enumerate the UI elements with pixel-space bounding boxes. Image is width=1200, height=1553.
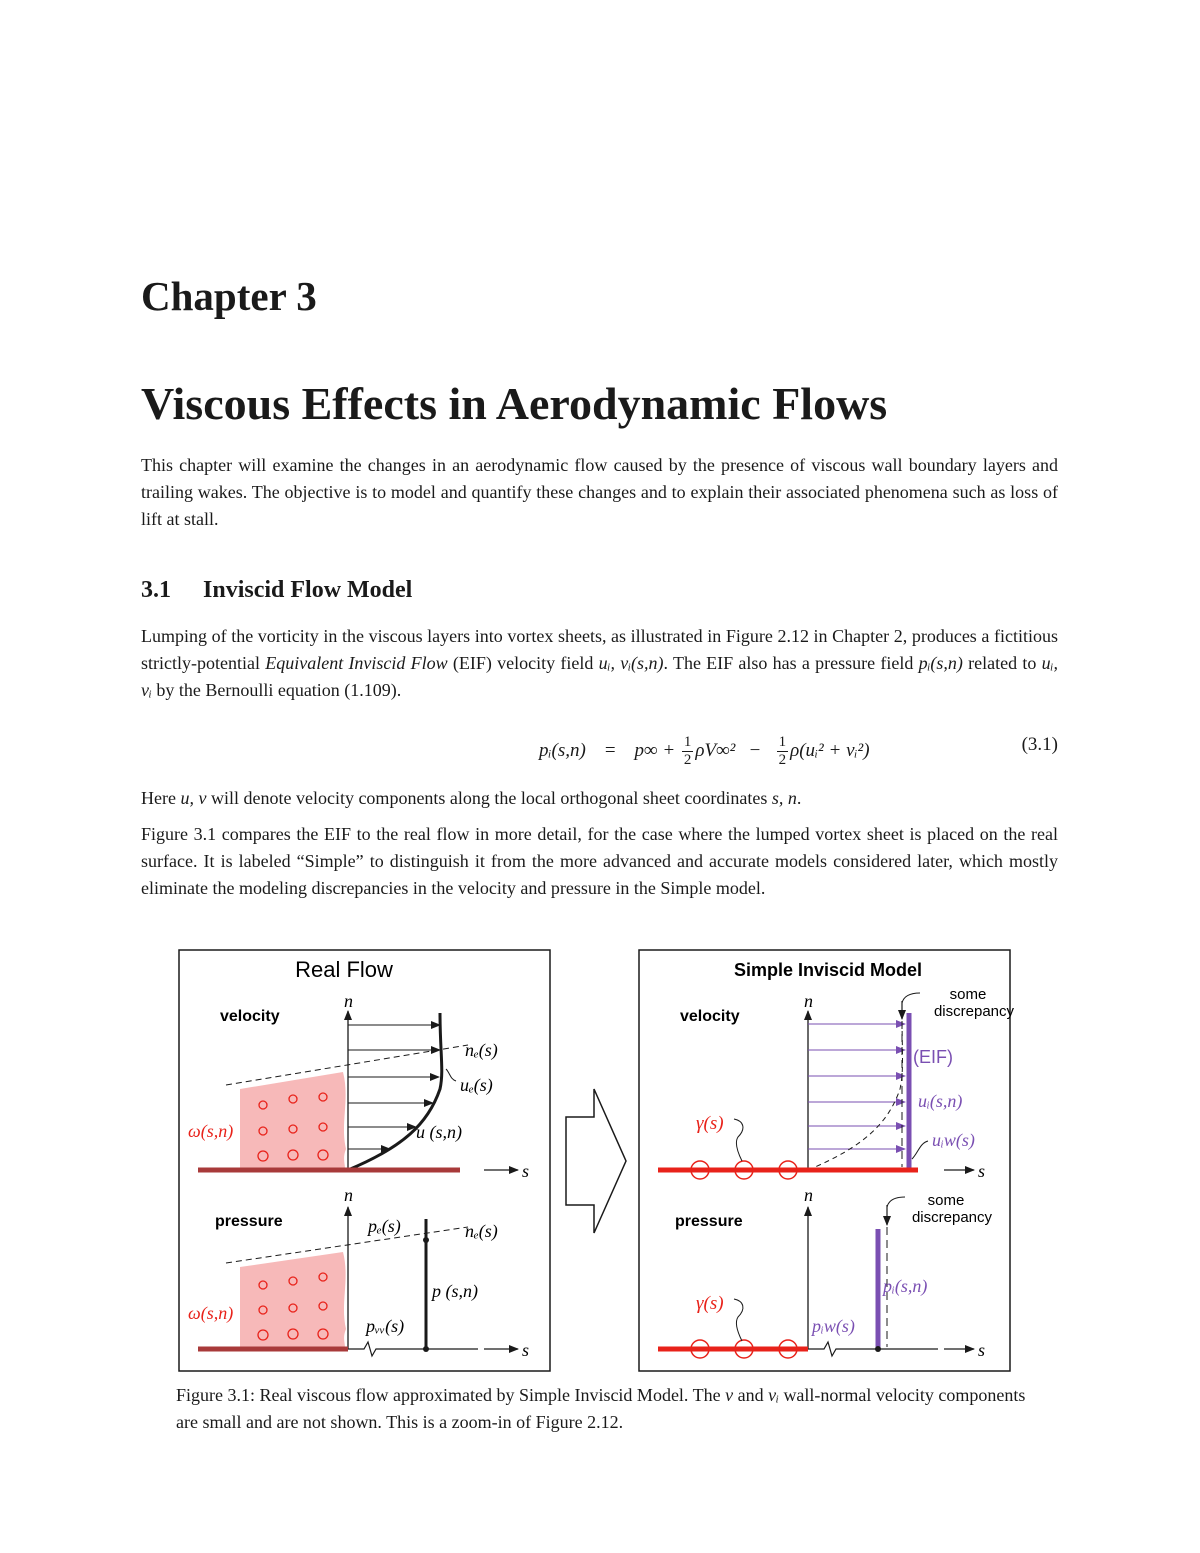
svg-text:n: n (804, 1185, 813, 1205)
eif-term: Equivalent Inviscid Flow (265, 653, 448, 673)
right-pressure-label: pressure (675, 1213, 743, 1230)
svg-text:n: n (804, 991, 813, 1011)
right-panel-title: Simple Inviscid Model (733, 960, 923, 980)
left-p-label: p (s,n) (432, 1281, 478, 1301)
left-pressure-label: pressure (215, 1213, 283, 1230)
transform-arrow (566, 1089, 626, 1233)
svg-text:s: s (978, 1340, 986, 1360)
figure-caption: Figure 3.1: Real viscous flow approximated by Simple Inviscid Model. The v and vᵢ wall-normal velocity components are small and are not shown. This is a zoom-in of Figure 2.12. (176, 1385, 1026, 1432)
left-panel-title: Real Flow (295, 957, 393, 982)
math-ui-vi: uᵢ, vᵢ(s,n) (598, 653, 664, 673)
paragraph-figure-ref: Figure 3.1 compares the EIF to the real flow in more detail, for the case where the lumped vortex sheet is placed on the real surface. It is labeled “Simple” to distinguish it from the more advanced and accurate models considered later, which mostly eliminate the modeling discrepancies in the velocity and pressure in the Simple model. (141, 824, 1058, 898)
math-ui-vi-2: uᵢ, vᵢ (141, 653, 1058, 700)
svg-text:s: s (522, 1340, 530, 1360)
svg-text:γ(s): γ(s) (696, 1293, 724, 1314)
right-gamma-label: γ(s) (696, 1113, 724, 1134)
math-pi: pᵢ(s,n) (918, 653, 963, 673)
left-ue-label: uₑ(s) (460, 1075, 493, 1095)
right-discrepancy-top-1: some (949, 986, 987, 1003)
paragraph-eif: Lumping of the vorticity in the viscous layers into vortex sheets, as illustrated in Figure 2.12 in Chapter 2, produces a fictitious strictly-potential Equivalent Inviscid Flow (EIF) velocity field uᵢ, vᵢ(s,n). The EIF also has a pressure field pᵢ(s,n) related to uᵢ, vᵢ by the Bernoulli equation (1.109). (141, 626, 1058, 700)
left-bl-region (240, 1072, 346, 1170)
right-piw-label: pᵢw(s) (812, 1316, 855, 1336)
right-eif-label: (EIF) (913, 1047, 953, 1067)
right-ui-label: uᵢ(s,n) (918, 1091, 963, 1111)
svg-text:ω(s,n): ω(s,n) (188, 1303, 234, 1323)
left-omega-label: ω(s,n) (188, 1121, 234, 1141)
section-heading (141, 578, 412, 602)
right-uiw-label: uᵢw(s) (932, 1130, 975, 1150)
svg-text:nₑ(s): nₑ(s) (465, 1221, 498, 1241)
left-n-label: n (344, 991, 353, 1011)
left-edge-line (226, 1045, 468, 1085)
right-velocity-label: velocity (680, 1008, 740, 1025)
figure-3-1 (178, 949, 1024, 1374)
left-u-label: u (s,n) (416, 1122, 462, 1142)
svg-text:n: n (344, 1185, 353, 1205)
section-title: Inviscid Flow Model (203, 577, 413, 603)
figure-diagram (178, 949, 1024, 1374)
right-discrepancy-bottom-2: discrepancy (911, 1209, 993, 1226)
chapter-label: Chapter 3 (141, 273, 317, 319)
svg-text:s: s (522, 1161, 530, 1181)
section-number: 3.1 (141, 577, 171, 603)
left-velocity-profile (348, 1013, 442, 1170)
left-ne-label: nₑ(s) (465, 1040, 498, 1060)
intro-paragraph: This chapter will examine the changes in an aerodynamic flow caused by the presence of viscous wall boundary layers and trailing wakes. The objective is to model and quantify these changes and to explain their associated phenomena such as loss of lift at stall. (141, 455, 1058, 529)
paragraph-coordinates: Here u, v will denote velocity components along the local orthogonal sheet coordinates s, n. (141, 788, 802, 808)
chapter-title: Viscous Effects in Aerodynamic Flows (141, 378, 888, 429)
right-pi-label: pᵢ(s,n) (883, 1276, 928, 1296)
left-pe-label: pₑ(s) (368, 1216, 401, 1236)
left-pw-label: pᵥᵥ(s) (366, 1316, 405, 1336)
left-velocity-label: velocity (220, 1008, 280, 1025)
equation-number: (3.1) (1021, 734, 1058, 755)
svg-text:s: s (978, 1161, 986, 1181)
right-discrepancy-top-2: discrepancy (933, 1003, 1015, 1020)
equation-3-1: pᵢ(s,n) = p∞ + $\frac{1}{2}$ ρV∞² − $\frac{1}{2}$ ρ(uᵢ² + vᵢ²) (3.1) (539, 734, 1058, 768)
right-discrepancy-bottom-1: some (927, 1192, 965, 1209)
left-bl-region-pressure (240, 1252, 346, 1349)
